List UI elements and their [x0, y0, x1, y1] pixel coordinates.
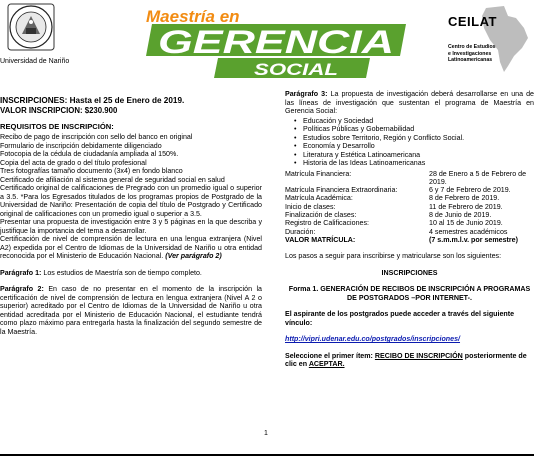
- requirement-item: Presentar una propuesta de investigación entre 3 y 5 páginas en la que describa y justifique la importancia del tema a desarrollar.: [0, 218, 262, 235]
- paragraph-3: [285, 90, 534, 116]
- schedule-value: 4 semestres académicos: [429, 227, 508, 236]
- requirement-item: Certificado original de calificaciones de Pregrado con un promedio igual o superior a 3.5. *Para los Egresados titulados de los programas propios de Postgrado de la Universidad de Nariño: Presentación de copia del título de Postgrado y Certificado original de calificaciones con un promedio igual o superior a 3.5.: [0, 184, 262, 218]
- inscription-link-wrapper: [285, 335, 534, 344]
- requirement-item: Fotocopia de la cédula de ciudadanía ampliada al 150%.: [0, 150, 179, 158]
- selection-instructions: [285, 352, 534, 369]
- inscription-fee: VALOR INSCRIPCION: $230.900: [0, 105, 118, 115]
- selection-mid: posteriormente de clic en: [285, 351, 527, 369]
- schedule-row: [285, 203, 534, 211]
- schedule-row: [285, 186, 534, 194]
- selection-prefix: Seleccione el primer ítem:: [285, 351, 373, 360]
- schedule-value: 28 de Enero a 5 de Febrero de 2019.: [429, 169, 527, 186]
- tuition-label: VALOR MATRÍCULA:: [285, 235, 356, 244]
- right-column: [285, 90, 534, 369]
- page-number: 1: [264, 430, 268, 437]
- schedule-row: [285, 219, 534, 227]
- ceilat-title: CEILAT: [448, 14, 497, 29]
- banner-title-2: GERENCIA: [158, 24, 394, 60]
- forma-1-heading: Forma 1. GENERACIÓN DE RECIBOS DE INSCRIPCIÓN A PROGRAMAS DE POSTGRADOS –POR INTERNET-.: [288, 285, 531, 302]
- banner-title-1: Maestría en: [146, 8, 240, 26]
- paragraph-1-label: Parágrafo 1:: [0, 268, 42, 277]
- requirement-item: Tres fotografías tamaño documento (3x4) en fondo blanco: [0, 167, 183, 175]
- ceilat-subtitle-line: Centro de Estudios: [448, 44, 496, 50]
- schedule-value: 10 al 15 de Junio 2019.: [429, 219, 503, 228]
- ceilat-subtitle-line: e Investigaciones: [448, 50, 492, 57]
- requirement-item: Recibo de pago de inscripción con sello del banco en original: [0, 133, 193, 141]
- paragraph-2: [0, 285, 262, 336]
- schedule-label: Inicio de clases:: [285, 202, 336, 211]
- university-seal-logo: [2, 2, 62, 54]
- tuition-value: (7 s.m.m.l.v. por semestre): [429, 235, 518, 244]
- schedule-label: Matrícula Financiera:: [285, 169, 352, 178]
- paragraph-1-text: Los estudios de Maestría son de tiempo completo.: [43, 268, 202, 277]
- research-line-item: • Educación y Sociedad: [303, 117, 534, 126]
- paragraph-3-text: La propuesta de investigación deberá desarrollarse en una de las líneas de investigación que sustentan el programa de Maestría en Gerencia Social:: [285, 90, 534, 115]
- left-column: [0, 96, 262, 336]
- schedule-label: Matrícula Académica:: [285, 194, 353, 203]
- research-line-item: • Políticas Públicas y Gobernabilidad: [303, 125, 534, 134]
- selection-item: RECIBO DE INSCRIPCIÓN: [374, 351, 463, 360]
- schedule-label: Duración:: [285, 227, 316, 236]
- selection-accept: ACEPTAR.: [308, 360, 345, 369]
- applicant-access-text: El aspirante de los postgrados puede acceder a través del siguiente vínculo:: [285, 310, 515, 327]
- banner-title-3: SOCIAL: [254, 60, 338, 79]
- university-name: Universidad de Nariño: [0, 58, 70, 65]
- schedule-label: Finalización de clases:: [285, 210, 357, 219]
- research-lines-list: [285, 117, 534, 168]
- research-line-item: • Historia de las Ideas Latinoamericanas: [303, 159, 534, 168]
- paragraph-3-label: Parágrafo 3:: [285, 90, 328, 98]
- requirement-item: Formulario de inscripción debidamente diligenciado: [0, 141, 162, 150]
- requirements-title: REQUISITOS DE INSCRIPCIÓN:: [0, 121, 114, 131]
- ceilat-subtitle-line: Latinoamericanas: [448, 57, 493, 63]
- schedule-row: [285, 228, 534, 236]
- research-line-item: • Economía y Desarrollo: [303, 142, 534, 151]
- requirement-note: (Ver parágrafo 2): [165, 252, 222, 260]
- research-line-item: • Literatura y Estética Latinoamericana: [303, 151, 534, 160]
- requirement-text: Certificación de nivel de comprensión de lectura en una lengua extranjera (Nivel A2) expedida por el Centro de Idiomas de la Universidad de Nariño u otra entidad reconocida por el Ministerio de Educación Nacional.: [0, 235, 262, 260]
- paragraph-1: [0, 269, 262, 278]
- schedule-row: [285, 236, 534, 244]
- inscripciones-deadline: INSCRIPCIONES: Hasta el 25 de Enero de 2019.: [0, 96, 185, 105]
- requirements-list: [0, 133, 262, 261]
- ceilat-subtitle: [448, 44, 518, 64]
- requirement-item: [0, 235, 262, 261]
- schedule-row: [285, 194, 534, 202]
- program-banner-logo: [138, 8, 416, 80]
- schedule-value: 8 de Febrero de 2019.: [429, 194, 500, 203]
- schedule-table: [285, 170, 534, 245]
- requirement-item: Certificado de afiliación al sistema general de seguridad social en salud: [0, 175, 225, 184]
- schedule-label: Matrícula Financiera Extraordinaria:: [285, 186, 398, 195]
- research-line-item: • Estudios sobre Territorio, Región y Conflicto Social.: [303, 134, 534, 143]
- paragraph-2-text: En caso de no presentar en el momento de la inscripción la certificación de nivel de comprensión de lectura en lengua extranjera (Nivel A 2 o superior) acreditado por el Centro de Idiomas de la Universidad de Nariño u otra entidad acreditada por el Ministerio de Educación Nacional, el estudiante tendrá como plazo máximo para entregarla hasta la finalización del segundo semestre de la Maestría.: [0, 285, 262, 336]
- schedule-label: Registro de Calificaciones:: [285, 219, 369, 228]
- page-bottom-divider: [0, 454, 534, 456]
- inscription-link[interactable]: http://vipri.udenar.edu.co/postgrados/inscripciones/: [285, 335, 461, 344]
- inscripciones-heading: INSCRIPCIONES: [381, 268, 438, 277]
- schedule-value: 11 de Febrero de 2019.: [429, 202, 503, 211]
- steps-intro: Los pasos a seguir para inscribirse y matricularse son los siguientes:: [285, 252, 502, 261]
- schedule-row: [285, 211, 534, 219]
- schedule-value: 8 de Junio de 2019.: [429, 210, 492, 219]
- schedule-value: 6 y 7 de Febrero de 2019.: [429, 186, 511, 195]
- paragraph-2-label: Parágrafo 2:: [0, 285, 44, 293]
- schedule-row: [285, 170, 534, 187]
- requirement-item: Copia del acta de grado o del título profesional: [0, 158, 147, 167]
